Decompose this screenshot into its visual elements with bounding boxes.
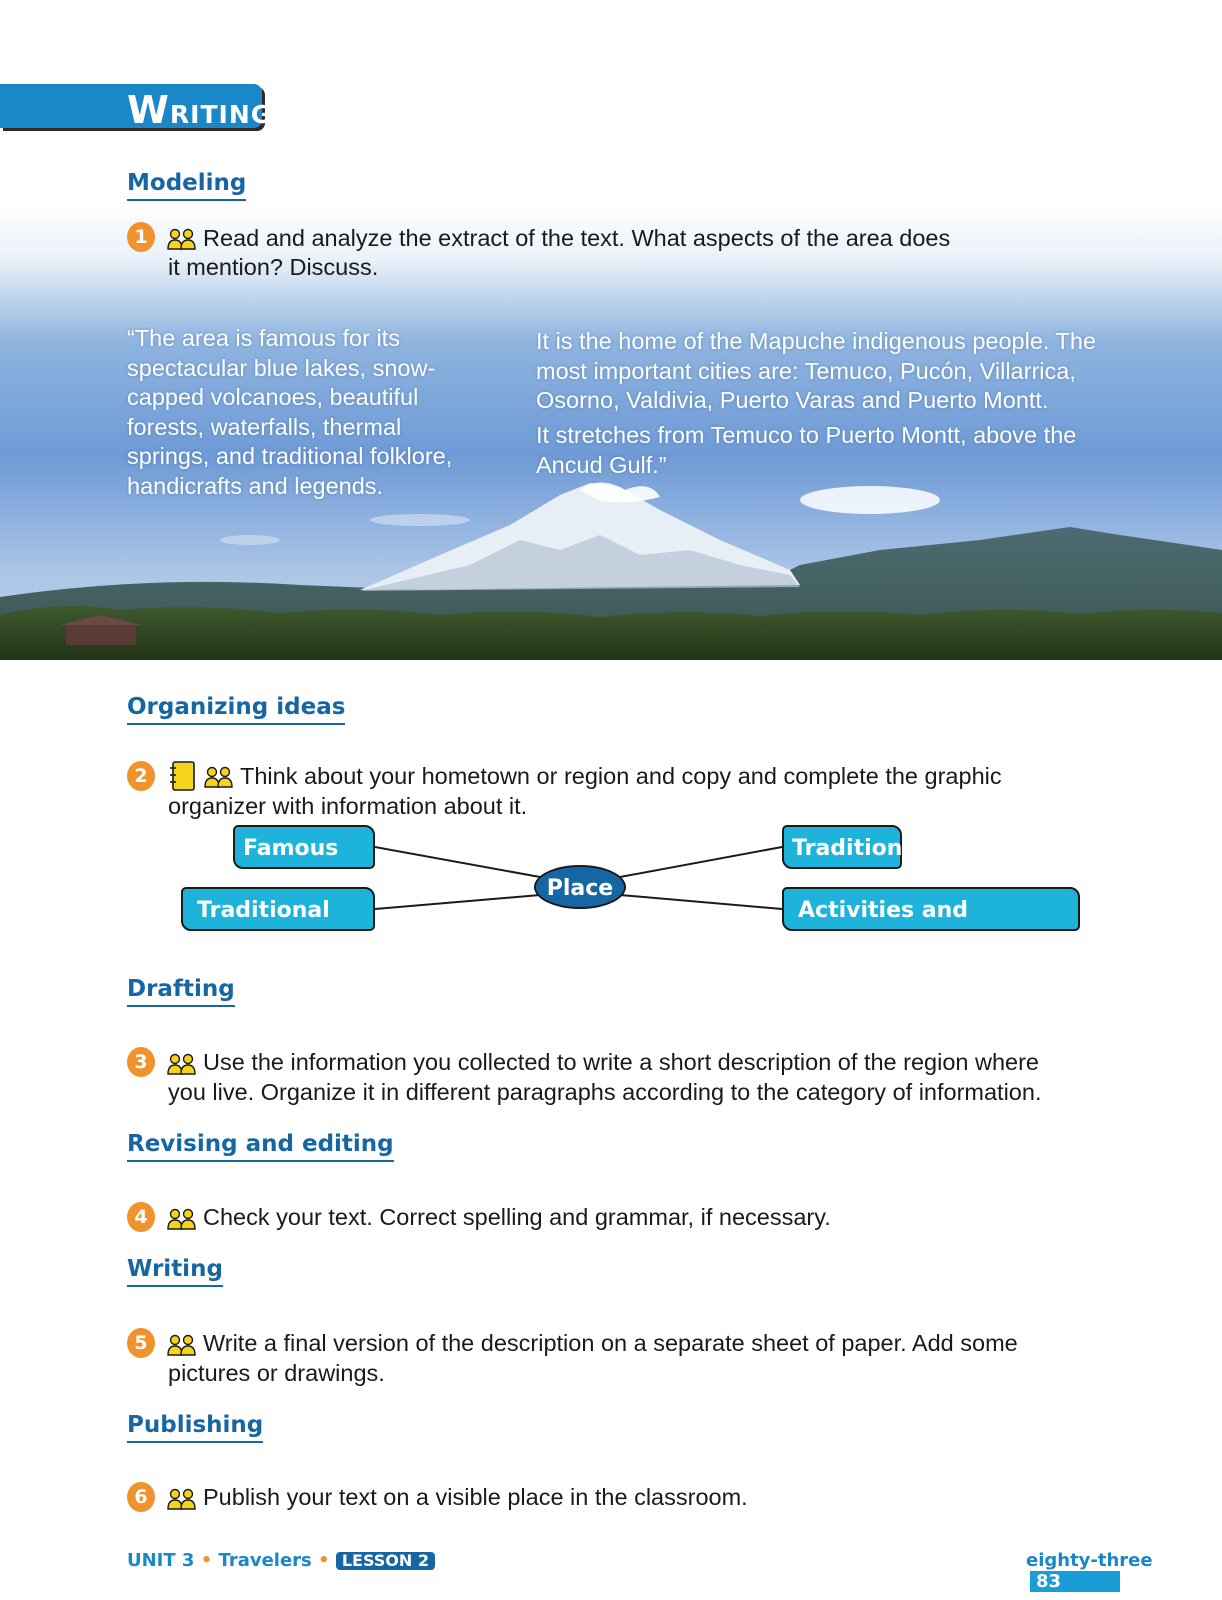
pair-work-icon	[167, 228, 197, 252]
section-revising-editing: Revising and editing	[127, 1131, 394, 1162]
page-title: WRITING	[127, 88, 273, 132]
graphic-organizer	[0, 825, 1222, 967]
writing-banner	[0, 84, 273, 134]
task-2-line-2: organizer with information about it.	[168, 793, 528, 819]
organizer-activities: Activities and attractions	[782, 887, 1080, 931]
task-number-6: 6	[127, 1482, 155, 1512]
footer-bullet: •	[200, 1550, 213, 1571]
organizer-famous-for: Famous	[233, 825, 375, 869]
task-number-3: 3	[127, 1047, 155, 1077]
pair-work-icon	[204, 766, 234, 790]
task-4-text: Check your text. Correct spelling and grammar, if necessary.	[203, 1204, 831, 1230]
pair-work-icon	[167, 1334, 197, 1358]
pair-work-icon	[167, 1488, 197, 1512]
task-5-line-2: pictures or drawings.	[168, 1360, 385, 1386]
task-number-5: 5	[127, 1328, 155, 1358]
section-modeling: Modeling	[127, 170, 246, 201]
task-1-line-1: Read and analyze the extract of the text. What aspects of the area does	[203, 225, 951, 251]
extract-left-column: “The area is famous for its spectacular blue lakes, snow- capped volcanoes, beautiful forests, waterfalls, thermal springs, and traditional folklore, handicrafts and legends.	[127, 325, 453, 499]
section-drafting: Drafting	[127, 976, 235, 1007]
task-6-text: Publish your text on a visible place in the classroom.	[203, 1484, 748, 1510]
section-publishing: Publishing	[127, 1412, 263, 1443]
task-number-4: 4	[127, 1202, 155, 1232]
footer-page-number: 83	[1030, 1571, 1120, 1592]
footer-page-word: eighty-three	[1026, 1550, 1153, 1571]
task-5-line-1: Write a final version of the description on a separate sheet of paper. Add some	[203, 1330, 1018, 1356]
section-organizing-ideas: Organizing ideas	[127, 694, 345, 725]
extract-right-paragraph-1: It is the home of the Mapuche indigenous people. The most important cities are: Temuco, Pucón, Villarrica, Osorno, Valdivia, Puerto Varas and Puerto Montt.	[536, 328, 1097, 413]
footer-unit-info	[127, 1550, 435, 1571]
organizer-traditional-food: Traditional food	[181, 887, 375, 931]
footer-page	[1026, 1550, 1222, 1592]
footer-bullet-2: •	[318, 1550, 330, 1571]
task-number-2: 2	[127, 761, 155, 791]
task-1-line-2: it mention? Discuss.	[168, 254, 379, 280]
organizer-traditions: Traditions	[782, 825, 902, 869]
task-2-line-1: Think about your hometown or region and copy and complete the graphic	[240, 763, 1002, 789]
task-3-line-1: Use the information you collected to write a short description of the region where	[203, 1049, 1039, 1075]
organizer-place: Place	[534, 865, 626, 909]
pair-work-icon	[167, 1053, 197, 1077]
pair-work-icon	[167, 1208, 197, 1232]
section-writing: Writing	[127, 1256, 223, 1287]
extract-right-paragraph-2: It stretches from Temuco to Puerto Montt, above the Ancud Gulf.”	[536, 422, 1077, 478]
task-number-1: 1	[127, 222, 155, 252]
task-3-line-2: you live. Organize it in different paragraphs according to the category of information.	[168, 1079, 1042, 1105]
notebook-icon	[167, 760, 197, 792]
footer-topic: Travelers	[218, 1550, 312, 1571]
footer-unit: UNIT 3	[127, 1550, 195, 1571]
footer-lesson-badge: LESSON 2	[336, 1552, 435, 1570]
